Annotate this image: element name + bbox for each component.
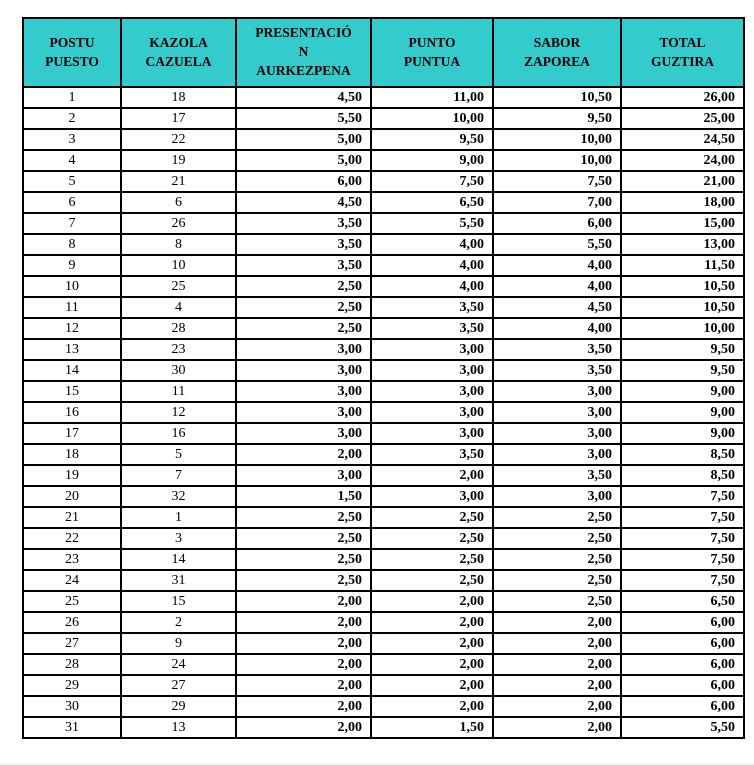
cell-total: 10,50: [621, 276, 744, 297]
cell-total: 7,50: [621, 549, 744, 570]
cell-postu: 19: [23, 465, 121, 486]
table-header: [23, 18, 744, 87]
cell-punto: 3,00: [371, 360, 493, 381]
cell-kazola: 17: [121, 108, 236, 129]
column-header-postu: [23, 18, 121, 87]
cell-presentacion: 2,50: [236, 507, 371, 528]
column-header-line: AURKEZPENA: [256, 62, 351, 78]
cell-sabor: 2,00: [493, 675, 621, 696]
cell-postu: 13: [23, 339, 121, 360]
cell-total: 24,00: [621, 150, 744, 171]
cell-postu: 8: [23, 234, 121, 255]
table-row: [23, 150, 744, 171]
cell-presentacion: 5,50: [236, 108, 371, 129]
cell-sabor: 10,00: [493, 150, 621, 171]
table-row: [23, 318, 744, 339]
cell-kazola: 12: [121, 402, 236, 423]
cell-punto: 9,00: [371, 150, 493, 171]
cell-presentacion: 2,00: [236, 612, 371, 633]
cell-punto: 2,50: [371, 507, 493, 528]
cell-kazola: 9: [121, 633, 236, 654]
table-row: [23, 213, 744, 234]
column-header-line: PUNTO: [408, 34, 456, 50]
cell-total: 7,50: [621, 486, 744, 507]
table-row: [23, 339, 744, 360]
cell-postu: 31: [23, 717, 121, 738]
cell-total: 10,00: [621, 318, 744, 339]
cell-postu: 29: [23, 675, 121, 696]
cell-kazola: 10: [121, 255, 236, 276]
cell-total: 5,50: [621, 717, 744, 738]
cell-postu: 6: [23, 192, 121, 213]
cell-presentacion: 2,00: [236, 696, 371, 717]
cell-punto: 2,50: [371, 549, 493, 570]
table-row: [23, 381, 744, 402]
cell-kazola: 5: [121, 444, 236, 465]
column-header-line: TOTAL: [659, 34, 706, 50]
cell-kazola: 13: [121, 717, 236, 738]
table-row: [23, 108, 744, 129]
table-row: [23, 465, 744, 486]
column-header-line: KAZOLA: [149, 34, 208, 50]
cell-sabor: 3,00: [493, 423, 621, 444]
cell-sabor: 6,00: [493, 213, 621, 234]
cell-presentacion: 6,00: [236, 171, 371, 192]
cell-sabor: 4,00: [493, 255, 621, 276]
cell-sabor: 5,50: [493, 234, 621, 255]
cell-kazola: 3: [121, 528, 236, 549]
cell-presentacion: 2,50: [236, 528, 371, 549]
cell-presentacion: 2,00: [236, 444, 371, 465]
cell-sabor: 2,00: [493, 717, 621, 738]
cell-punto: 2,00: [371, 696, 493, 717]
table-row: [23, 234, 744, 255]
cell-postu: 18: [23, 444, 121, 465]
cell-presentacion: 3,50: [236, 255, 371, 276]
cell-sabor: 2,00: [493, 633, 621, 654]
cell-total: 9,00: [621, 381, 744, 402]
column-header-line: GUZTIRA: [650, 53, 714, 69]
cell-presentacion: 3,00: [236, 402, 371, 423]
cell-postu: 30: [23, 696, 121, 717]
cell-kazola: 16: [121, 423, 236, 444]
cell-sabor: 3,00: [493, 381, 621, 402]
cell-sabor: 10,00: [493, 129, 621, 150]
cell-total: 9,50: [621, 339, 744, 360]
cell-sabor: 2,50: [493, 507, 621, 528]
cell-sabor: 2,00: [493, 654, 621, 675]
cell-total: 15,00: [621, 213, 744, 234]
cell-total: 7,50: [621, 570, 744, 591]
column-header-line: PUNTUA: [403, 53, 461, 69]
cell-punto: 4,00: [371, 255, 493, 276]
cell-kazola: 15: [121, 591, 236, 612]
cell-presentacion: 2,50: [236, 276, 371, 297]
cell-punto: 3,00: [371, 486, 493, 507]
cell-total: 6,00: [621, 675, 744, 696]
cell-postu: 22: [23, 528, 121, 549]
cell-punto: 2,00: [371, 591, 493, 612]
cell-postu: 2: [23, 108, 121, 129]
cell-kazola: 8: [121, 234, 236, 255]
cell-sabor: 4,00: [493, 318, 621, 339]
cell-kazola: 11: [121, 381, 236, 402]
table-row: [23, 633, 744, 654]
cell-presentacion: 3,50: [236, 234, 371, 255]
cell-kazola: 18: [121, 87, 236, 108]
cell-sabor: 10,50: [493, 87, 621, 108]
cell-punto: 5,50: [371, 213, 493, 234]
table-row: [23, 192, 744, 213]
table-row: [23, 570, 744, 591]
cell-total: 8,50: [621, 465, 744, 486]
cell-presentacion: 3,00: [236, 465, 371, 486]
cell-total: 21,00: [621, 171, 744, 192]
cell-total: 25,00: [621, 108, 744, 129]
cell-kazola: 28: [121, 318, 236, 339]
cell-postu: 9: [23, 255, 121, 276]
cell-postu: 1: [23, 87, 121, 108]
column-header-line: POSTU: [49, 34, 95, 50]
cell-punto: 2,50: [371, 570, 493, 591]
column-header-punto: [371, 18, 493, 87]
column-header-kazola: [121, 18, 236, 87]
cell-punto: 4,00: [371, 234, 493, 255]
cell-postu: 4: [23, 150, 121, 171]
cell-postu: 23: [23, 549, 121, 570]
cell-punto: 11,00: [371, 87, 493, 108]
cell-postu: 21: [23, 507, 121, 528]
cell-sabor: 2,00: [493, 696, 621, 717]
cell-presentacion: 2,00: [236, 717, 371, 738]
table-row: [23, 507, 744, 528]
cell-presentacion: 3,50: [236, 213, 371, 234]
cell-sabor: 2,50: [493, 549, 621, 570]
cell-total: 9,50: [621, 360, 744, 381]
cell-kazola: 31: [121, 570, 236, 591]
cell-kazola: 14: [121, 549, 236, 570]
table-row: [23, 255, 744, 276]
cell-total: 6,00: [621, 612, 744, 633]
table-row: [23, 171, 744, 192]
column-header-line: CAZUELA: [145, 53, 212, 69]
cell-kazola: 2: [121, 612, 236, 633]
cell-total: 6,00: [621, 654, 744, 675]
cell-kazola: 26: [121, 213, 236, 234]
cell-presentacion: 2,50: [236, 318, 371, 339]
cell-postu: 26: [23, 612, 121, 633]
table-row: [23, 423, 744, 444]
cell-kazola: 21: [121, 171, 236, 192]
cell-total: 24,50: [621, 129, 744, 150]
cell-presentacion: 4,50: [236, 192, 371, 213]
table-row: [23, 360, 744, 381]
cell-punto: 3,50: [371, 444, 493, 465]
cell-sabor: 2,00: [493, 612, 621, 633]
cell-presentacion: 2,00: [236, 633, 371, 654]
cell-sabor: 7,00: [493, 192, 621, 213]
column-header-line: SABOR: [533, 34, 581, 50]
table-row: [23, 402, 744, 423]
cell-total: 10,50: [621, 297, 744, 318]
cell-sabor: 3,00: [493, 486, 621, 507]
cell-total: 6,00: [621, 633, 744, 654]
cell-postu: 20: [23, 486, 121, 507]
cell-kazola: 27: [121, 675, 236, 696]
cell-sabor: 2,50: [493, 570, 621, 591]
table-row: [23, 696, 744, 717]
cell-kazola: 24: [121, 654, 236, 675]
cell-presentacion: 5,00: [236, 150, 371, 171]
column-header-line: ZAPOREA: [523, 53, 590, 69]
cell-kazola: 7: [121, 465, 236, 486]
cell-postu: 11: [23, 297, 121, 318]
cell-postu: 5: [23, 171, 121, 192]
cell-sabor: 3,50: [493, 339, 621, 360]
cell-presentacion: 5,00: [236, 129, 371, 150]
cell-total: 6,50: [621, 591, 744, 612]
cell-kazola: 22: [121, 129, 236, 150]
cell-postu: 3: [23, 129, 121, 150]
cell-punto: 3,50: [371, 318, 493, 339]
cell-postu: 15: [23, 381, 121, 402]
table-row: [23, 549, 744, 570]
cell-punto: 2,00: [371, 612, 493, 633]
cell-postu: 7: [23, 213, 121, 234]
cell-punto: 7,50: [371, 171, 493, 192]
table-row: [23, 717, 744, 738]
cell-kazola: 19: [121, 150, 236, 171]
cell-total: 11,50: [621, 255, 744, 276]
cell-postu: 12: [23, 318, 121, 339]
table-row: [23, 276, 744, 297]
cell-total: 8,50: [621, 444, 744, 465]
cell-total: 9,00: [621, 423, 744, 444]
table-row: [23, 591, 744, 612]
cell-postu: 14: [23, 360, 121, 381]
cell-kazola: 30: [121, 360, 236, 381]
cell-total: 9,00: [621, 402, 744, 423]
cell-punto: 2,00: [371, 654, 493, 675]
table-body: [23, 87, 744, 738]
cell-punto: 3,00: [371, 423, 493, 444]
cell-postu: 10: [23, 276, 121, 297]
cell-punto: 3,00: [371, 381, 493, 402]
table-row: [23, 444, 744, 465]
cell-presentacion: 2,50: [236, 570, 371, 591]
cell-presentacion: 2,50: [236, 297, 371, 318]
cell-kazola: 29: [121, 696, 236, 717]
cell-presentacion: 1,50: [236, 486, 371, 507]
cell-kazola: 4: [121, 297, 236, 318]
cell-punto: 6,50: [371, 192, 493, 213]
cell-presentacion: 2,00: [236, 675, 371, 696]
cell-kazola: 6: [121, 192, 236, 213]
cell-kazola: 1: [121, 507, 236, 528]
cell-sabor: 3,50: [493, 360, 621, 381]
cell-presentacion: 4,50: [236, 87, 371, 108]
cell-presentacion: 3,00: [236, 339, 371, 360]
cell-total: 18,00: [621, 192, 744, 213]
cell-sabor: 2,50: [493, 528, 621, 549]
cell-punto: 4,00: [371, 276, 493, 297]
cell-total: 7,50: [621, 528, 744, 549]
table-row: [23, 675, 744, 696]
results-table: [22, 17, 745, 739]
cell-punto: 3,00: [371, 339, 493, 360]
cell-punto: 3,00: [371, 402, 493, 423]
cell-total: 13,00: [621, 234, 744, 255]
cell-punto: 1,50: [371, 717, 493, 738]
cell-presentacion: 3,00: [236, 423, 371, 444]
cell-presentacion: 3,00: [236, 381, 371, 402]
column-header-presentacion: [236, 18, 371, 87]
cell-postu: 16: [23, 402, 121, 423]
cell-total: 26,00: [621, 87, 744, 108]
cell-presentacion: 2,00: [236, 591, 371, 612]
column-header-sabor: [493, 18, 621, 87]
cell-punto: 9,50: [371, 129, 493, 150]
cell-total: 7,50: [621, 507, 744, 528]
cell-presentacion: 3,00: [236, 360, 371, 381]
cell-punto: 2,00: [371, 633, 493, 654]
cell-kazola: 23: [121, 339, 236, 360]
cell-presentacion: 2,50: [236, 549, 371, 570]
cell-postu: 24: [23, 570, 121, 591]
column-header-line: N: [298, 44, 309, 60]
column-header-total: [621, 18, 744, 87]
cell-kazola: 25: [121, 276, 236, 297]
table-row: [23, 297, 744, 318]
cell-punto: 2,50: [371, 528, 493, 549]
cell-postu: 28: [23, 654, 121, 675]
table-row: [23, 129, 744, 150]
cell-total: 6,00: [621, 696, 744, 717]
table-row: [23, 528, 744, 549]
cell-sabor: 3,00: [493, 444, 621, 465]
cell-sabor: 7,50: [493, 171, 621, 192]
cell-sabor: 4,50: [493, 297, 621, 318]
table-row: [23, 654, 744, 675]
results-table-container: [22, 17, 745, 739]
cell-postu: 25: [23, 591, 121, 612]
cell-punto: 2,00: [371, 675, 493, 696]
column-header-line: PUESTO: [45, 53, 99, 69]
table-row: [23, 612, 744, 633]
cell-postu: 17: [23, 423, 121, 444]
table-row: [23, 87, 744, 108]
cell-punto: 3,50: [371, 297, 493, 318]
header-row: [23, 18, 744, 87]
cell-sabor: 3,50: [493, 465, 621, 486]
table-row: [23, 486, 744, 507]
cell-punto: 10,00: [371, 108, 493, 129]
cell-sabor: 4,00: [493, 276, 621, 297]
cell-kazola: 32: [121, 486, 236, 507]
cell-punto: 2,00: [371, 465, 493, 486]
cell-sabor: 3,00: [493, 402, 621, 423]
cell-sabor: 2,50: [493, 591, 621, 612]
cell-presentacion: 2,00: [236, 654, 371, 675]
cell-sabor: 9,50: [493, 108, 621, 129]
cell-postu: 27: [23, 633, 121, 654]
column-header-line: PRESENTACIÓ: [255, 25, 352, 41]
